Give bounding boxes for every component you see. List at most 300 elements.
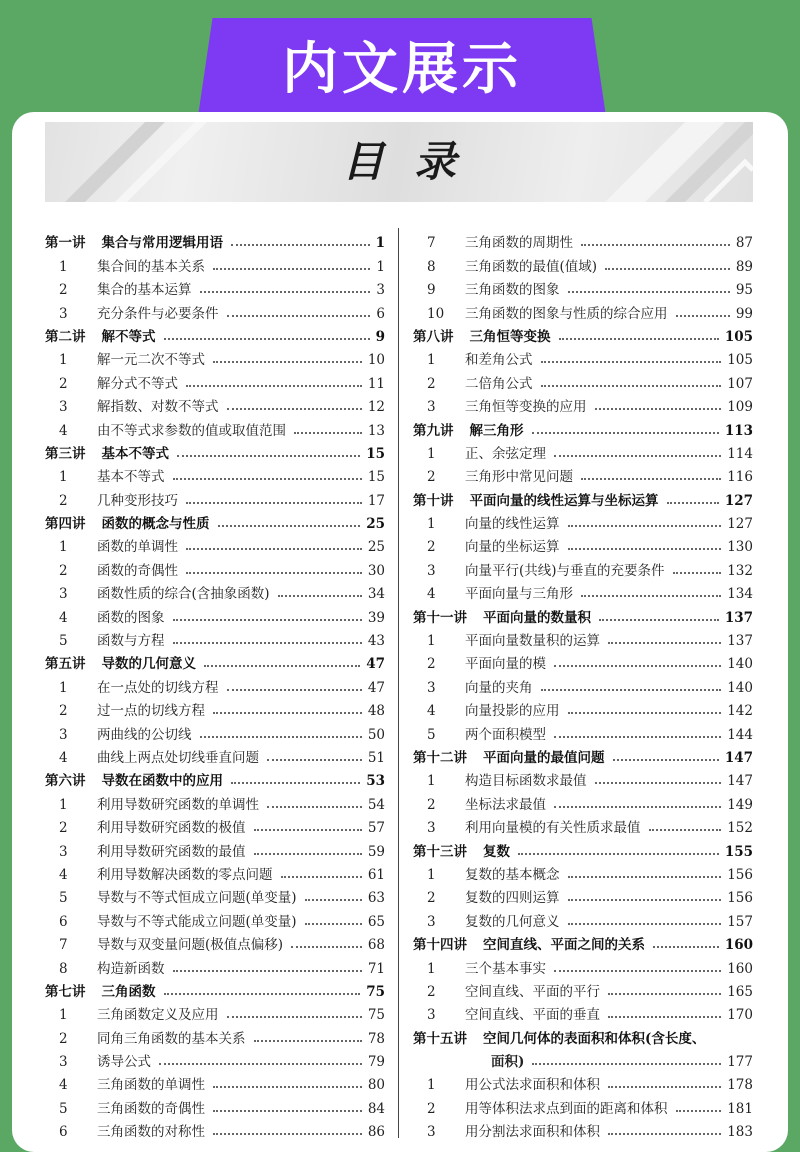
toc-item[interactable] [413, 719, 753, 742]
dot-leader [595, 782, 722, 784]
toc-item[interactable] [413, 275, 753, 298]
dot-leader [581, 478, 721, 480]
dot-leader [254, 1040, 362, 1042]
toc-chapter-continued[interactable] [413, 1047, 753, 1070]
page-number: 86 [367, 1124, 385, 1141]
dot-leader [559, 338, 719, 340]
toc-chapter[interactable] [45, 228, 385, 251]
dot-leader [227, 315, 371, 317]
chapter-title-continued: 面积) [491, 1054, 525, 1071]
toc-item[interactable] [45, 555, 385, 578]
dot-leader [676, 315, 730, 317]
page-number: 47 [366, 656, 385, 673]
dot-leader [599, 619, 719, 621]
page-number: 13 [367, 422, 385, 439]
item-number: 2 [427, 983, 436, 1000]
item-title: 同角三角函数的基本关系 [97, 1030, 246, 1047]
chapter-title: 平面向量的线性运算与坐标运算 [469, 492, 659, 509]
toc-item[interactable] [45, 1093, 385, 1116]
dot-leader [291, 946, 362, 948]
dot-leader [554, 455, 721, 457]
toc-chapter[interactable] [45, 322, 385, 345]
toc-item[interactable] [45, 392, 385, 415]
page-number: 132 [727, 562, 753, 579]
chapter-label: 第十讲 [413, 492, 454, 509]
page-number: 183 [727, 1124, 753, 1141]
toc-item[interactable] [413, 579, 753, 602]
toc-item[interactable] [413, 509, 753, 532]
item-number: 1 [427, 960, 436, 977]
item-title: 平面向量数量积的运算 [465, 633, 600, 650]
dot-leader [568, 291, 730, 293]
toc-item[interactable] [45, 626, 385, 649]
page-number: 79 [367, 1054, 385, 1071]
dot-leader [173, 619, 362, 621]
page-number: 140 [727, 679, 753, 696]
dot-leader [532, 1063, 721, 1065]
toc-chapter[interactable] [413, 930, 753, 953]
dot-leader [173, 970, 362, 972]
item-number: 1 [59, 1007, 68, 1024]
toc-item[interactable] [45, 298, 385, 321]
item-title: 向量投影的应用 [465, 703, 560, 720]
page-number: 63 [367, 890, 385, 907]
dot-leader [608, 642, 721, 644]
item-title: 构造目标函数求最值 [465, 773, 587, 790]
toc-item[interactable] [413, 1000, 753, 1023]
toc-chapter[interactable] [45, 649, 385, 672]
dot-leader [676, 1110, 722, 1112]
toc-item[interactable] [45, 602, 385, 625]
toc-right-column [413, 228, 753, 1140]
page-number: 80 [367, 1077, 385, 1094]
toc-chapter[interactable] [413, 485, 753, 508]
dot-leader [267, 806, 362, 808]
item-title: 和差角公式 [465, 352, 533, 369]
page-number: 137 [724, 609, 753, 626]
toc-item[interactable] [413, 368, 753, 391]
page-number: 142 [727, 703, 753, 720]
toc-item[interactable] [413, 766, 753, 789]
chapter-label: 第六讲 [45, 773, 86, 790]
page-number: 15 [367, 469, 385, 486]
page-number: 178 [727, 1077, 753, 1094]
toc-item[interactable] [45, 789, 385, 812]
dot-leader [581, 595, 721, 597]
item-title: 解分式不等式 [97, 375, 178, 392]
page-number: 127 [727, 516, 753, 533]
item-number: 4 [59, 609, 68, 626]
toc-item[interactable] [45, 275, 385, 298]
item-number: 5 [59, 890, 68, 907]
chapter-title: 导数在函数中的应用 [101, 773, 223, 790]
page-number: 147 [724, 749, 753, 766]
toc-item[interactable] [45, 953, 385, 976]
toc-chapter[interactable] [413, 836, 753, 859]
item-number: 7 [59, 937, 68, 954]
item-number: 1 [427, 633, 436, 650]
item-title: 二倍角公式 [465, 375, 533, 392]
page-number: 54 [367, 796, 385, 813]
item-title: 三角函数的奇偶性 [97, 1100, 205, 1117]
dot-leader [541, 689, 722, 691]
toc-item[interactable] [413, 953, 753, 976]
item-title: 平面向量的模 [465, 656, 546, 673]
item-number: 9 [427, 282, 436, 299]
page-number: 48 [367, 703, 385, 720]
item-number: 8 [59, 960, 68, 977]
item-title: 三角函数定义及应用 [97, 1007, 219, 1024]
toc-chapter[interactable] [413, 415, 753, 438]
chapter-title: 集合与常用逻辑用语 [101, 235, 223, 252]
item-number: 1 [59, 469, 68, 486]
item-title: 构造新函数 [97, 960, 165, 977]
page-number: 9 [375, 328, 385, 345]
chapter-label: 第七讲 [45, 983, 86, 1000]
page-number: 160 [727, 960, 753, 977]
item-title: 充分条件与必要条件 [97, 305, 219, 322]
page-number: 51 [367, 749, 385, 766]
item-number: 1 [59, 796, 68, 813]
item-number: 3 [427, 820, 436, 837]
page-number: 11 [367, 375, 385, 392]
toc-item[interactable] [413, 696, 753, 719]
item-title: 解指数、对数不等式 [97, 399, 219, 416]
page-number: 140 [727, 656, 753, 673]
page-number: 137 [727, 633, 753, 650]
chapter-label: 第十五讲 [413, 1030, 467, 1047]
item-title: 集合的基本运算 [97, 282, 192, 299]
dot-leader [227, 408, 362, 410]
page-number: 177 [727, 1054, 753, 1071]
page-number: 47 [367, 679, 385, 696]
toc-item[interactable] [413, 906, 753, 929]
dot-leader [554, 970, 721, 972]
dot-leader [595, 408, 722, 410]
item-title: 两曲线的公切线 [97, 726, 192, 743]
item-number: 3 [59, 586, 68, 603]
item-number: 1 [427, 773, 436, 790]
dot-leader [231, 782, 360, 784]
item-number: 2 [427, 796, 436, 813]
item-number: 2 [59, 375, 68, 392]
dot-leader [164, 993, 361, 995]
toc-item[interactable] [413, 1093, 753, 1116]
toc-chapter[interactable] [45, 509, 385, 532]
page-number: 170 [727, 1007, 753, 1024]
item-title: 空间直线、平面的平行 [465, 983, 600, 1000]
item-number: 8 [427, 258, 436, 275]
toc-item[interactable] [45, 579, 385, 602]
item-title: 导数与不等式恒成立问题(单变量) [97, 890, 297, 907]
item-number: 1 [59, 352, 68, 369]
toc-item[interactable] [45, 883, 385, 906]
chapter-label: 第四讲 [45, 516, 86, 533]
page-number: 107 [727, 375, 753, 392]
toc-item[interactable] [45, 462, 385, 485]
item-title: 复数的几何意义 [465, 913, 560, 930]
page-number: 160 [724, 937, 753, 954]
item-number: 4 [59, 1077, 68, 1094]
toc-item[interactable] [45, 368, 385, 391]
item-title: 坐标法求最值 [465, 796, 546, 813]
item-number: 2 [427, 656, 436, 673]
toc-banner [45, 122, 753, 202]
item-number: 6 [59, 913, 68, 930]
item-title: 过一点的切线方程 [97, 703, 205, 720]
toc-chapter[interactable] [45, 977, 385, 1000]
item-title: 利用导数研究函数的单调性 [97, 796, 259, 813]
toc-item[interactable] [45, 1117, 385, 1140]
toc-chapter[interactable] [413, 322, 753, 345]
page-number: 75 [367, 1007, 385, 1024]
item-number: 1 [427, 352, 436, 369]
chapter-title: 三角恒等变换 [469, 328, 551, 345]
toc-item[interactable] [45, 743, 385, 766]
toc-item[interactable] [45, 906, 385, 929]
item-number: 2 [59, 282, 68, 299]
page-number: 71 [367, 960, 385, 977]
item-title: 两个面积模型 [465, 726, 546, 743]
toc-item[interactable] [45, 813, 385, 836]
toc-chapter[interactable] [413, 743, 753, 766]
header-title: 内文展示 [282, 37, 522, 102]
dot-leader [541, 385, 722, 387]
page-number: 144 [727, 726, 753, 743]
page-number: 147 [727, 773, 753, 790]
item-title: 曲线上两点处切线垂直问题 [97, 749, 259, 766]
toc-item[interactable] [45, 860, 385, 883]
item-title: 向量的坐标运算 [465, 539, 560, 556]
dot-leader [518, 853, 719, 855]
page-number: 34 [367, 586, 385, 603]
toc-chapter[interactable] [45, 766, 385, 789]
dot-leader [254, 853, 362, 855]
item-number: 1 [427, 866, 436, 883]
page-number: 78 [367, 1030, 385, 1047]
toc-item[interactable] [45, 345, 385, 368]
dot-leader [608, 1133, 721, 1135]
dot-leader [673, 572, 722, 574]
dot-leader [667, 502, 719, 504]
page-number: 155 [724, 843, 753, 860]
item-title: 三角函数的对称性 [97, 1124, 205, 1141]
chapter-label: 第九讲 [413, 422, 454, 439]
dot-leader [568, 923, 722, 925]
chapter-label: 第八讲 [413, 328, 454, 345]
chapter-label: 第二讲 [45, 328, 86, 345]
item-title: 在一点处的切线方程 [97, 679, 219, 696]
toc-item[interactable] [413, 626, 753, 649]
toc-item[interactable] [45, 719, 385, 742]
item-title: 三角函数的图象 [465, 282, 560, 299]
item-title: 利用导数研究函数的最值 [97, 843, 246, 860]
page-number: 152 [727, 820, 753, 837]
page-number: 12 [367, 399, 385, 416]
column-divider [398, 228, 399, 1138]
dot-leader [554, 736, 721, 738]
page-number: 57 [367, 820, 385, 837]
toc-item[interactable] [413, 532, 753, 555]
page-number: 6 [376, 305, 385, 322]
page-number: 156 [727, 890, 753, 907]
dot-leader [177, 455, 360, 457]
toc-item[interactable] [413, 860, 753, 883]
page-number: 87 [735, 235, 753, 252]
item-title: 平面向量与三角形 [465, 586, 573, 603]
toc-item[interactable] [413, 228, 753, 251]
chapter-label: 第五讲 [45, 656, 86, 673]
page-number: 114 [727, 445, 753, 462]
page-number: 116 [727, 469, 753, 486]
item-title: 利用导数研究函数的极值 [97, 820, 246, 837]
toc-item[interactable] [413, 439, 753, 462]
dot-leader [227, 689, 362, 691]
dot-leader [532, 432, 719, 434]
dot-leader [186, 548, 362, 550]
chapter-label: 第十四讲 [413, 937, 467, 954]
page-number: 75 [366, 983, 385, 1000]
toc-item[interactable] [413, 1070, 753, 1093]
dot-leader [613, 759, 719, 761]
toc-item[interactable] [45, 1000, 385, 1023]
toc-item[interactable] [45, 1070, 385, 1093]
toc-item[interactable] [413, 977, 753, 1000]
dot-leader [267, 759, 362, 761]
dot-leader [173, 478, 362, 480]
dot-leader [186, 385, 362, 387]
page-number: 113 [724, 422, 753, 439]
page-number: 105 [724, 328, 753, 345]
page-number: 61 [367, 866, 385, 883]
toc-item[interactable] [413, 672, 753, 695]
page-number: 127 [724, 492, 753, 509]
page-number: 39 [367, 609, 385, 626]
dot-leader [159, 1063, 362, 1065]
toc-item[interactable] [45, 251, 385, 274]
item-number: 3 [59, 843, 68, 860]
item-title: 三角函数的单调性 [97, 1077, 205, 1094]
item-number: 5 [427, 726, 436, 743]
page-number: 68 [367, 937, 385, 954]
toc-chapter[interactable] [413, 1023, 753, 1046]
item-number: 3 [427, 562, 436, 579]
dot-leader [568, 876, 722, 878]
dot-leader [218, 525, 361, 527]
toc-item[interactable] [413, 345, 753, 368]
page-number: 10 [367, 352, 385, 369]
page-number: 84 [367, 1100, 385, 1117]
chapter-label: 第十三讲 [413, 843, 467, 860]
toc-item[interactable] [413, 298, 753, 321]
dot-leader [200, 291, 371, 293]
dot-leader [173, 642, 362, 644]
toc-item[interactable] [45, 415, 385, 438]
dot-leader [213, 1086, 362, 1088]
toc-item[interactable] [413, 649, 753, 672]
item-number: 3 [427, 399, 436, 416]
toc-chapter[interactable] [45, 439, 385, 462]
dot-leader [204, 665, 360, 667]
toc-item[interactable] [45, 1047, 385, 1070]
item-number: 1 [59, 539, 68, 556]
page-number: 17 [367, 492, 385, 509]
item-title: 基本不等式 [97, 469, 165, 486]
toc-item[interactable] [45, 532, 385, 555]
page-number: 15 [366, 445, 385, 462]
toc-item[interactable] [45, 696, 385, 719]
dot-leader [649, 829, 722, 831]
toc-item[interactable] [413, 462, 753, 485]
item-number: 1 [427, 445, 436, 462]
toc-item[interactable] [45, 1023, 385, 1046]
item-number: 3 [59, 305, 68, 322]
item-title: 由不等式求参数的值或取值范围 [97, 422, 286, 439]
page-number: 30 [367, 562, 385, 579]
page-number: 134 [727, 586, 753, 603]
toc-item[interactable] [413, 251, 753, 274]
item-number: 2 [427, 539, 436, 556]
item-number: 4 [59, 422, 68, 439]
item-title: 几种变形技巧 [97, 492, 178, 509]
chapter-title: 空间几何体的表面积和体积(含长度、 [483, 1030, 706, 1047]
item-number: 6 [59, 1124, 68, 1141]
chapter-title: 解三角形 [469, 422, 524, 439]
item-title: 函数的奇偶性 [97, 562, 178, 579]
toc-item[interactable] [45, 836, 385, 859]
chapter-title: 复数 [483, 843, 510, 860]
dot-leader [213, 268, 370, 270]
item-title: 导数与双变量问题(极值点偏移) [97, 937, 284, 954]
page-number: 130 [727, 539, 753, 556]
item-title: 诱导公式 [97, 1054, 151, 1071]
chapter-title: 三角函数 [101, 983, 156, 1000]
item-title: 函数性质的综合(含抽象函数) [97, 586, 270, 603]
dot-leader [213, 361, 362, 363]
item-title: 三角形中常见问题 [465, 469, 573, 486]
item-number: 1 [59, 679, 68, 696]
dot-leader [554, 665, 721, 667]
toc-chapter[interactable] [413, 602, 753, 625]
dot-leader [554, 806, 721, 808]
dot-leader [305, 899, 362, 901]
page-number: 95 [735, 282, 753, 299]
dot-leader [605, 268, 730, 270]
toc-title: 目录 [341, 137, 486, 186]
item-title: 复数的四则运算 [465, 890, 560, 907]
toc-item[interactable] [413, 555, 753, 578]
chapter-title: 函数的概念与性质 [101, 516, 210, 533]
toc-item[interactable] [45, 485, 385, 508]
toc-item[interactable] [45, 930, 385, 953]
toc-item[interactable] [413, 789, 753, 812]
toc-item[interactable] [45, 672, 385, 695]
dot-leader [186, 572, 362, 574]
item-title: 空间直线、平面的垂直 [465, 1007, 600, 1024]
toc-item[interactable] [413, 392, 753, 415]
item-number: 2 [427, 890, 436, 907]
item-number: 1 [59, 258, 68, 275]
toc-item[interactable] [413, 883, 753, 906]
dot-leader [281, 876, 362, 878]
page-number: 181 [727, 1100, 753, 1117]
dot-leader [254, 829, 362, 831]
item-number: 4 [427, 703, 436, 720]
item-number: 1 [427, 516, 436, 533]
toc-item[interactable] [413, 813, 753, 836]
chapter-title: 空间直线、平面之间的关系 [483, 937, 645, 954]
toc-item[interactable] [413, 1117, 753, 1140]
